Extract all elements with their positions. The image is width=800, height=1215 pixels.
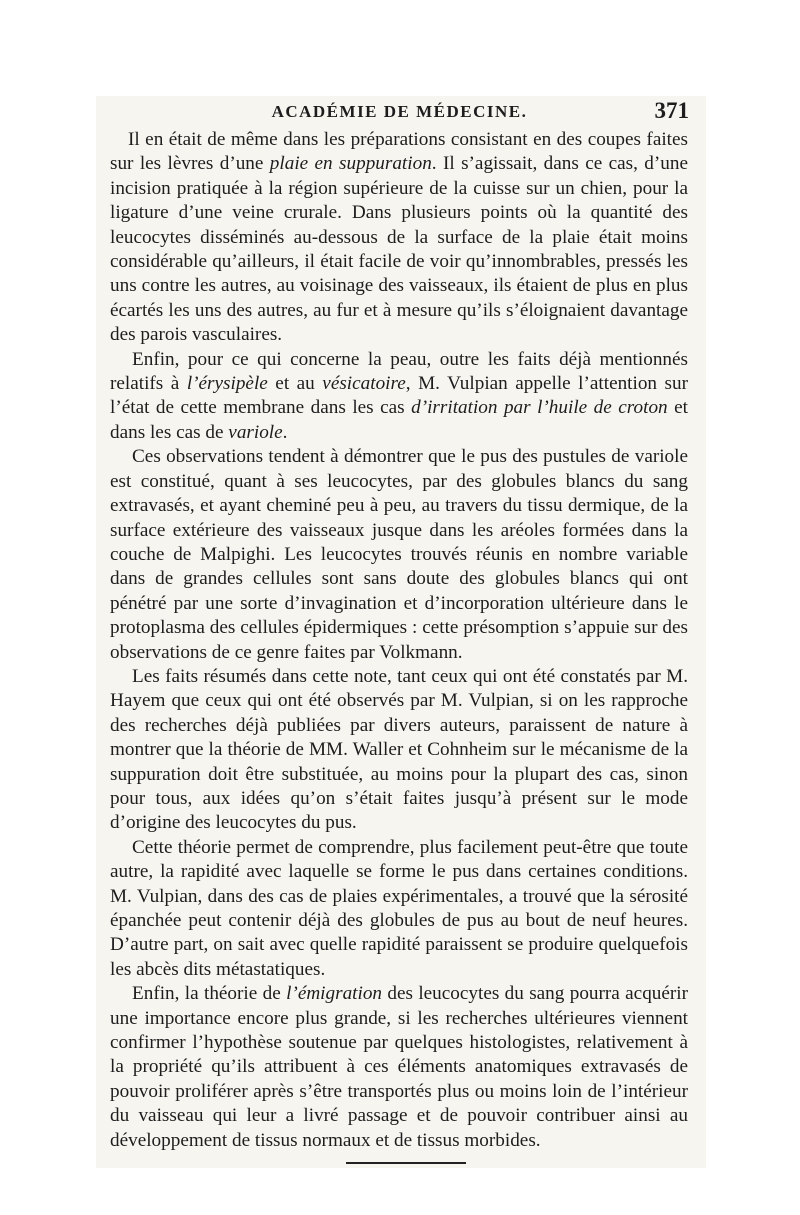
text-run: . — [282, 421, 288, 443]
text-run: des leucocytes du sang pourra acquérir une importance encore plus grande, si les recherches ultérieures viennent confirmer l’hypothèse soutenue par quelques histologistes, relativement à la propriété qu’ils attribuent à ces éléments anatomiques extravasés de pouvoir proliférer après s’être transportés plus ou moins loin de l’intérieur du vaisseau qui leur a livré passage et de pouvoir contribuer ainsi au développement de tissus normaux et de tissus morbides. — [110, 983, 689, 1151]
text-run: , M. Vulpian appelle l’attention sur l’état de cette membrane dans les cas — [110, 373, 688, 419]
text-run: Enfin, la théorie de — [132, 983, 287, 1005]
text-run: Cette théorie permet de comprendre, plus facilement peut-être que toute autre, la rapidité avec laquelle se forme le pus dans certaines conditions. M. Vulpian, dans des cas de plaies expérimentales, a trouvé que la sérosité épanchée peut contenir déjà des globules de pus au bout de neuf heures. D’autre part, on sait avec quelle rapidité paraissent se produire quelquefois les abcès dits métastatiques. — [110, 836, 688, 980]
text-run: Ces observations tendent à démontrer que le pus des pustules de variole est constitué, quant à ses leucocytes, par des globules blancs du sang extravasés, et ayant cheminé peu à peu, au travers du tissu dermique, de la surface extérieure des vaisseaux jusque dans les aréoles formées dans la couche de Malpighi. Les leucocytes trouvés réunis en nombre variable dans de grandes cellules sont sans doute des globules blancs qui ont pénétré par une sorte d’invagination et d’incorporation ultérieure dans le protoplasma des cellules épidermiques : cette présomption s’appuie sur des observations de ce genre faites par Volkmann. — [110, 446, 688, 663]
body-text — [110, 128, 688, 1153]
italic-text: plaie en suppuration — [269, 153, 432, 175]
italic-text: vésicatoire — [322, 373, 406, 395]
text-run: et dans les cas de — [110, 397, 688, 443]
page-number: 371 — [654, 98, 689, 123]
paragraph — [110, 665, 688, 836]
running-title: ACADÉMIE DE MÉDECINE. — [271, 102, 528, 121]
text-run: et au — [267, 373, 323, 395]
text-run: Il en était de même dans les préparations consistant en des coupes faites sur les lèvres d’une — [110, 129, 688, 175]
italic-text: variole — [228, 421, 283, 443]
paragraph — [110, 128, 688, 348]
italic-text: d’irritation par l’huile de croton — [411, 397, 668, 419]
end-rule — [346, 1162, 466, 1164]
text-run: Les faits résumés dans cette note, tant ceux qui ont été constatés par M. Hayem que ceux qui ont été observés par M. Vulpian, si on les rapproche des recherches déjà publiées par divers auteurs, paraissent de nature à montrer que la théorie de MM. Waller et Cohnheim sur le mécanisme de la suppuration doit être substituée, au moins pour la plupart des cas, sinon pour tous, aux idées qu’on s’était faites jusqu’à présent sur le mode d’origine des leucocytes du pus. — [110, 665, 688, 834]
text-run: Enfin, pour ce qui concerne la peau, outre les faits déjà mentionnés relatifs à — [110, 348, 688, 395]
page-header — [112, 100, 687, 130]
italic-text: l’érysipèle — [186, 373, 268, 395]
text-run: . Il s’agissait, dans ce cas, d’une incision pratiquée à la région supérieure de la cuisse sur un chien, pour la ligature d’une veine crurale. Dans plusieurs points où la quantité des leucocytes disséminés au-dessous de la surface de la plaie était moins considérable qu’ailleurs, il était facile de voir qu’innombrables, pressés les uns contre les autres, au voisinage des vaisseaux, ils étaient de plus en plus écartés les uns des autres, au fur et à mesure qu’ils s’éloignaient davantage des parois vasculaires. — [110, 153, 688, 346]
paragraph — [110, 445, 688, 665]
paragraph — [110, 348, 688, 446]
paragraph — [110, 982, 688, 1153]
paragraph — [110, 836, 688, 982]
italic-text: l’émigration — [286, 983, 383, 1005]
